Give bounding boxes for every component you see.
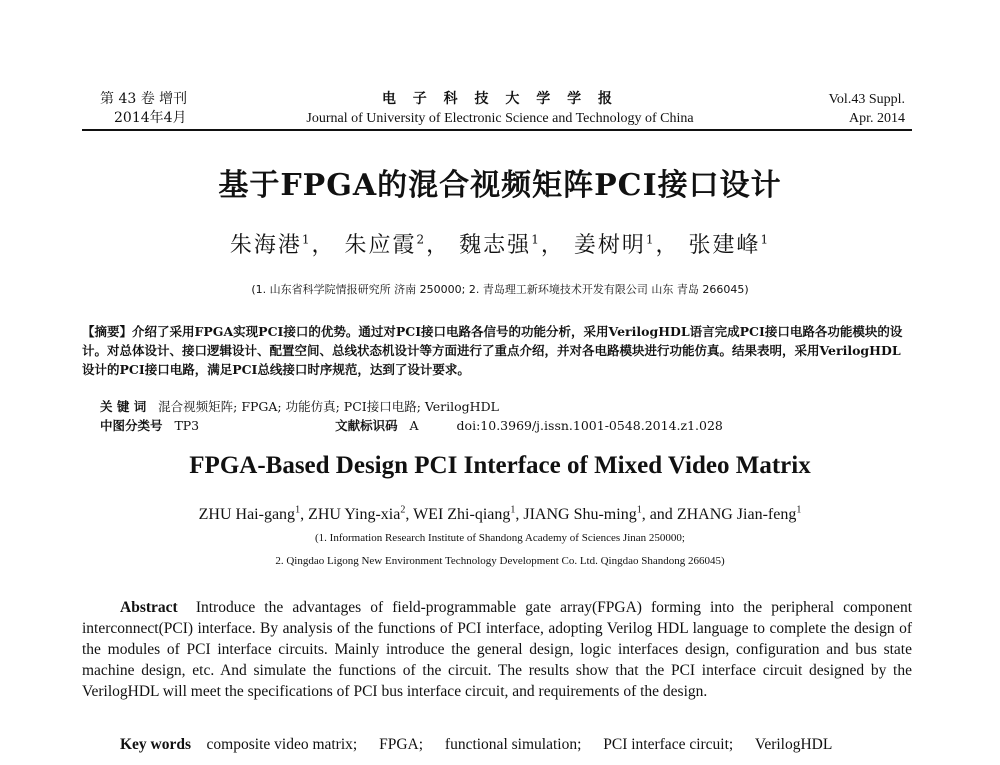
- abstract-en-label: Abstract: [120, 599, 178, 616]
- date-en: Apr. 2014: [849, 111, 905, 126]
- keywords-cn: [100, 397, 499, 415]
- journal-name-cn: 电 子 科 技 大 学 学 报: [381, 91, 619, 107]
- keywords-en: [120, 736, 920, 754]
- classification-label: 中图分类号: [100, 418, 163, 433]
- author-en: ZHU Hai-gang$^1$,: [198, 505, 309, 524]
- author-en: JIANG Shu-ming$^1$, and: [523, 505, 677, 524]
- affiliation-cn: (1. 山东省科学院情报研究所 济南 250000; 2. 青岛理工新环境技术开发有限公司 山东 青岛 266045): [251, 283, 749, 296]
- date-cn: 2014年4月: [114, 110, 187, 126]
- keywords-en-label: Key words: [120, 736, 192, 753]
- paper-title-cn: 基于FPGA的混合视频矩阵PCI接口设计: [218, 168, 782, 203]
- doi-text: doi:10.3969/j.issn.1001-0548.2014.z1.028: [456, 418, 723, 433]
- journal-name-en: Journal of University of Electronic Science and Technology of China: [306, 111, 694, 126]
- affiliation-en-2: 2. Qingdao Ligong New Environment Technology Development Co. Ltd. Qingdao Shandong 266045): [275, 555, 725, 567]
- header-volume-en: [829, 90, 905, 128]
- paper-title-en: FPGA-Based Design PCI Interface of Mixed Video Matrix: [189, 452, 811, 479]
- authors-cn: 朱海港$^1$， 朱应霞$^2$， 魏志强$^1$， 姜树明$^1$， 张建峰$^1$: [229, 232, 771, 258]
- keywords-cn-label: 关 键 词: [100, 399, 147, 414]
- keyword-en: functional simulation;: [444, 736, 582, 753]
- header-rule: [82, 129, 912, 131]
- volume-cn: 第 43 卷 增刊: [100, 91, 188, 107]
- abstract-cn-label: 【摘要】: [82, 324, 133, 339]
- doc-code-label: 文献标识码: [335, 418, 398, 433]
- author-cn: 朱应霞$^2$: [344, 232, 427, 258]
- abstract-cn: [82, 322, 912, 379]
- author-cn: 魏志强$^1$: [459, 232, 541, 258]
- classification-value: TP3: [174, 418, 200, 433]
- doc-code-value: A: [409, 418, 419, 433]
- affiliation-en-1: (1. Information Research Institute of Shandong Academy of Sciences Jinan 250000;: [315, 532, 685, 544]
- keywords-cn-text: 混合视频矩阵; FPGA; 功能仿真; PCI接口电路; VerilogHDL: [158, 399, 499, 414]
- abstract-en: [82, 597, 912, 702]
- volume-en: Vol.43 Suppl.: [828, 92, 905, 107]
- keyword-en: PCI interface circuit;: [603, 736, 734, 753]
- keyword-en: VerilogHDL: [754, 736, 833, 753]
- keyword-en: FPGA;: [379, 736, 424, 753]
- keyword-en: composite video matrix;: [206, 736, 358, 753]
- author-en: ZHANG Jian-feng$^1$: [676, 505, 802, 524]
- authors-en: [0, 505, 1000, 524]
- author-en: WEI Zhi-qiang$^1$,: [413, 505, 524, 524]
- abstract-cn-text: 介绍了采用FPGA实现PCI接口的优势。通过对PCI接口电路各信号的功能分析，采用VerilogHDL语言完成PCI接口电路各功能模块的设计。对总体设计、接口逻辑设计、配置空间、总线状态机设计等方面进行了重点介绍，并对各电路模块进行功能仿真。结果表明，采用VerilogHDL设计的PCI接口电路，满足PCI总线接口时序规范，达到了设计要求。: [82, 324, 903, 377]
- author-cn: 朱海港$^1$: [229, 232, 312, 258]
- author-cn: 张建峰$^1$: [688, 232, 771, 258]
- classification-row: [100, 416, 800, 434]
- author-en: ZHU Ying-xia$^2$,: [308, 505, 414, 524]
- author-cn: 姜树明$^1$: [573, 232, 656, 258]
- abstract-en-text: Introduce the advantages of field-programmable gate array(FPGA) forming into the peripheral component interconnect(PCI) interface. By analysis of the functions of PCI interface, adopting Verilog HDL language to complete the design of the modules of PCI interface circuits. Mainly introduce the general design, logic interfaces design, configuration and bus state machine design, etc. And simulate the functions of the circuit. The results show that the PCI interface circuit designed by the VerilogHDL will meet the specifications of PCI bus interface circuit, and requirements of the design.: [82, 599, 912, 700]
